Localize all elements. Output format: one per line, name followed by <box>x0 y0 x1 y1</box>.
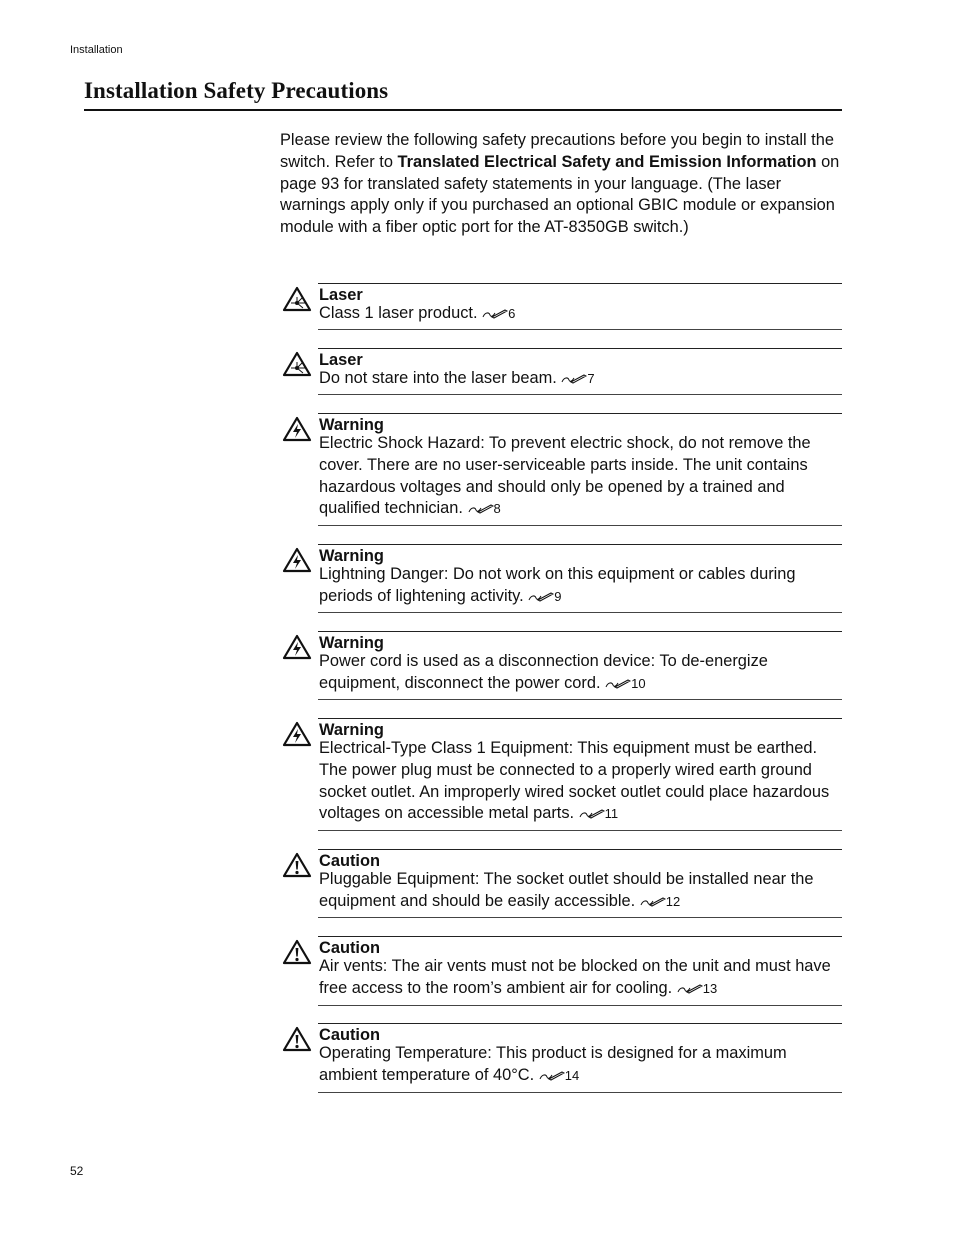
translation-ref: 9 <box>528 589 561 604</box>
notice-text: Air vents: The air vents must not be blocked on the unit and must have free access to the room’s ambient air for cooling. 13 <box>319 957 831 997</box>
page-number: 52 <box>70 1164 84 1178</box>
electric-hazard-icon <box>282 634 312 660</box>
pen-icon <box>539 1070 565 1081</box>
notice-label: Laser <box>319 351 363 369</box>
notice-laser-2 <box>280 348 842 394</box>
notice-label: Warning <box>319 634 384 652</box>
notice-label: Warning <box>319 547 384 565</box>
translation-ref: 13 <box>677 981 717 996</box>
notice-text: Lightning Danger: Do not work on this equipment or cables during periods of lightening activity. 9 <box>319 565 796 605</box>
notice-warning-lightning <box>280 544 842 612</box>
pen-icon <box>605 678 631 689</box>
page-title: Installation Safety Precautions <box>84 78 389 103</box>
running-header: Installation <box>70 44 123 56</box>
caution-icon <box>282 1026 312 1052</box>
translation-ref: 6 <box>482 306 515 321</box>
notice-text: Do not stare into the laser beam. 7 <box>319 369 595 387</box>
translation-ref: 12 <box>640 894 680 909</box>
laser-icon <box>282 286 312 312</box>
pen-icon <box>482 308 508 319</box>
pen-icon <box>677 983 703 994</box>
notice-text: Operating Temperature: This product is designed for a maximum ambient temperature of 40°C. 14 <box>319 1044 787 1084</box>
cross-reference-link[interactable]: Translated Electrical Safety and Emission Information <box>397 152 817 171</box>
notice-text: Power cord is used as a disconnection device: To de-energize equipment, disconnect the power cord. 10 <box>319 652 768 692</box>
translation-ref: 8 <box>468 501 501 516</box>
notice-label: Caution <box>319 852 381 870</box>
notice-warning-earthed <box>280 718 842 830</box>
notice-text: Electric Shock Hazard: To prevent electric shock, do not remove the cover. There are no user-serviceable parts inside. The unit contains hazardous voltages and should only be opened by a trained and qualified technician. 8 <box>319 434 811 518</box>
translation-ref: 7 <box>561 371 594 386</box>
title-rule <box>84 109 842 111</box>
notice-text: Electrical-Type Class 1 Equipment: This equipment must be earthed. The power plug must be connected to a properly wired earth ground socket outlet. An improperly wired socket outlet could place hazardous voltages on accessible metal parts. 11 <box>319 739 830 823</box>
notice-caution-air-vents <box>280 936 842 1005</box>
pen-icon <box>640 896 666 907</box>
notice-caution-temperature <box>280 1023 842 1092</box>
notice-warning-shock <box>280 413 842 525</box>
notice-caution-pluggable <box>280 849 842 917</box>
pen-icon <box>468 503 494 514</box>
electric-hazard-icon <box>282 416 312 442</box>
notice-label: Warning <box>319 416 384 434</box>
translation-ref: 10 <box>605 676 645 691</box>
notice-text: Class 1 laser product. 6 <box>319 304 516 322</box>
intro-text-2: on page 93 for translated safety statements in your language. (The laser warnings apply only if you purchased an optional GBIC module or expansion module with a fiber optic port for the AT-8350GB switch.) <box>280 152 840 237</box>
notice-warning-power-cord <box>280 631 842 699</box>
caution-icon <box>282 939 312 965</box>
translation-ref: 14 <box>539 1068 579 1083</box>
pen-icon <box>528 591 554 602</box>
intro-paragraph <box>280 130 842 239</box>
notice-label: Warning <box>319 721 384 739</box>
notice-text: Pluggable Equipment: The socket outlet should be installed near the equipment and should be easily accessible. 12 <box>319 870 814 910</box>
caution-icon <box>282 852 312 878</box>
electric-hazard-icon <box>282 721 312 747</box>
notice-label: Caution <box>319 939 381 957</box>
pen-icon <box>561 373 587 384</box>
pen-icon <box>579 808 605 819</box>
translation-ref: 11 <box>579 806 619 821</box>
electric-hazard-icon <box>282 547 312 573</box>
notice-label: Caution <box>319 1026 381 1044</box>
notice-laser-1 <box>280 283 842 329</box>
laser-icon <box>282 351 312 377</box>
intro-text-1: Please review the following safety precautions before you begin to install the switch. Refer to <box>280 131 834 171</box>
notice-label: Laser <box>319 286 363 304</box>
